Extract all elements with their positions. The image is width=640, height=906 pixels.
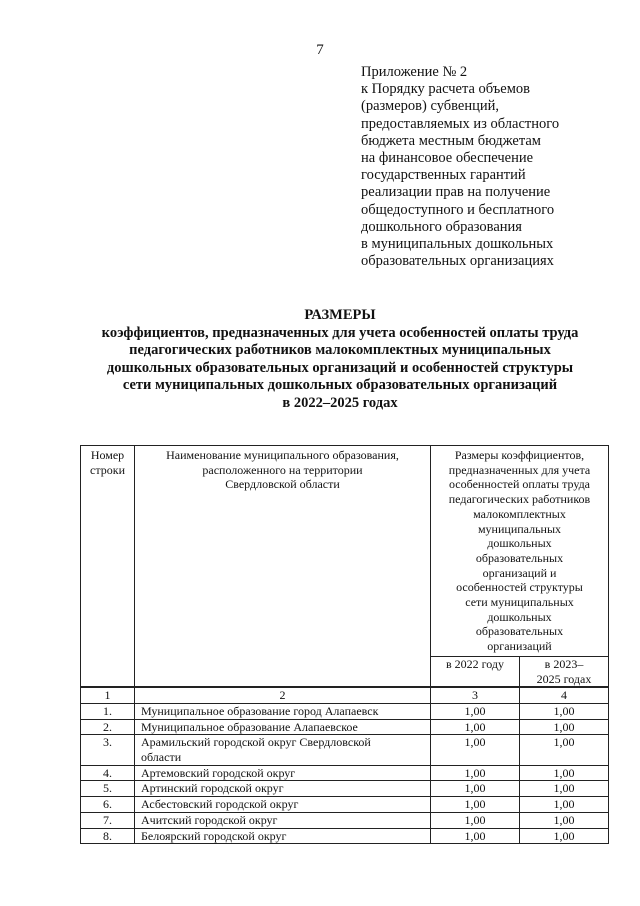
coefficient-2023-2025: 1,00	[520, 765, 609, 781]
column-index: 4	[520, 687, 609, 703]
table-row	[81, 735, 609, 765]
coefficient-2022: 1,00	[431, 703, 520, 719]
table-row	[81, 703, 609, 719]
appendix-line: предоставляемых из областного	[361, 115, 560, 132]
heading-line: коэффициентов, предназначенных для учета особенностей оплаты труда	[101, 324, 579, 341]
document-heading	[0, 307, 640, 413]
heading-line: в 2022–2025 годах	[282, 394, 398, 411]
appendix-line: реализации прав на получение	[361, 184, 551, 201]
appendix-line: в муниципальных дошкольных	[361, 236, 554, 253]
table-row	[81, 797, 609, 813]
column-index: 1	[81, 687, 135, 703]
appendix-block	[361, 64, 621, 270]
row-number: 1.	[81, 703, 135, 719]
coefficient-2022: 1,00	[431, 797, 520, 813]
appendix-line: (размеров) субвенций,	[361, 98, 499, 115]
coefficient-2023-2025: 1,00	[520, 828, 609, 844]
municipality-name: Муниципальное образование город Алапаевск	[135, 703, 431, 719]
coefficient-2023-2025: 1,00	[520, 812, 609, 828]
appendix-line: дошкольного образования	[361, 218, 522, 235]
heading-line: педагогических работников малокомплектных муниципальных	[129, 342, 551, 359]
municipality-name: Белоярский городской округ	[135, 828, 431, 844]
header-coefficients: Размеры коэффициентов, предназначенных для учета особенностей оплаты труда педагогических работников малокомплектных муниципальных дошкольных образовательных организаций и особенностей структуры сети муниципальных дошкольных образовательных организаций	[431, 446, 609, 657]
coefficient-2022: 1,00	[431, 735, 520, 765]
municipality-name: Артемовский городской округ	[135, 765, 431, 781]
coefficient-2022: 1,00	[431, 781, 520, 797]
appendix-line: общедоступного и бесплатного	[361, 201, 555, 218]
coefficient-2023-2025: 1,00	[520, 797, 609, 813]
table-row	[81, 828, 609, 844]
column-index: 3	[431, 687, 520, 703]
table-row	[81, 765, 609, 781]
header-year-2022: в 2022 году	[431, 656, 520, 687]
table-row	[81, 812, 609, 828]
municipality-name: Муниципальное образование Алапаевское	[135, 719, 431, 735]
appendix-line: бюджета местным бюджетам	[361, 132, 541, 149]
row-number: 4.	[81, 765, 135, 781]
table-row	[81, 719, 609, 735]
row-number: 3.	[81, 735, 135, 765]
row-number: 6.	[81, 797, 135, 813]
appendix-line: к Порядку расчета объемов	[361, 81, 531, 98]
appendix-line: образовательных организациях	[361, 253, 554, 270]
row-number: 2.	[81, 719, 135, 735]
municipality-name: Асбестовский городской округ	[135, 797, 431, 813]
header-name: Наименование муниципального образования, расположенного на территории Свердловской области	[135, 446, 431, 688]
appendix-line: Приложение № 2	[361, 64, 468, 80]
row-number: 8.	[81, 828, 135, 844]
page-number: 7	[316, 42, 324, 58]
appendix-line: на финансовое обеспечение	[361, 150, 534, 167]
heading-line: сети муниципальных дошкольных образовательных организаций	[122, 377, 558, 394]
table-row	[81, 781, 609, 797]
coefficient-2022: 1,00	[431, 828, 520, 844]
column-index: 2	[135, 687, 431, 703]
coefficient-2022: 1,00	[431, 765, 520, 781]
coefficient-2023-2025: 1,00	[520, 735, 609, 765]
appendix-line: государственных гарантий	[361, 167, 526, 184]
heading-title: РАЗМЕРЫ	[304, 307, 376, 323]
table-header-row	[81, 446, 609, 657]
coefficient-2023-2025: 1,00	[520, 719, 609, 735]
coefficients-table	[80, 445, 609, 844]
header-year-2023-2025: в 2023– 2025 годах	[520, 656, 609, 687]
municipality-name: Ачитский городской округ	[135, 812, 431, 828]
column-index-row	[81, 687, 609, 703]
row-number: 7.	[81, 812, 135, 828]
coefficient-2022: 1,00	[431, 719, 520, 735]
coefficient-2023-2025: 1,00	[520, 703, 609, 719]
row-number: 5.	[81, 781, 135, 797]
municipality-name: Артинский городской округ	[135, 781, 431, 797]
coefficient-2022: 1,00	[431, 812, 520, 828]
header-row-number: Номер строки	[81, 446, 135, 688]
heading-line: дошкольных образовательных организаций и особенностей структуры	[106, 359, 574, 376]
municipality-name: Арамильский городской округ Свердловской области	[135, 735, 431, 765]
coefficient-2023-2025: 1,00	[520, 781, 609, 797]
